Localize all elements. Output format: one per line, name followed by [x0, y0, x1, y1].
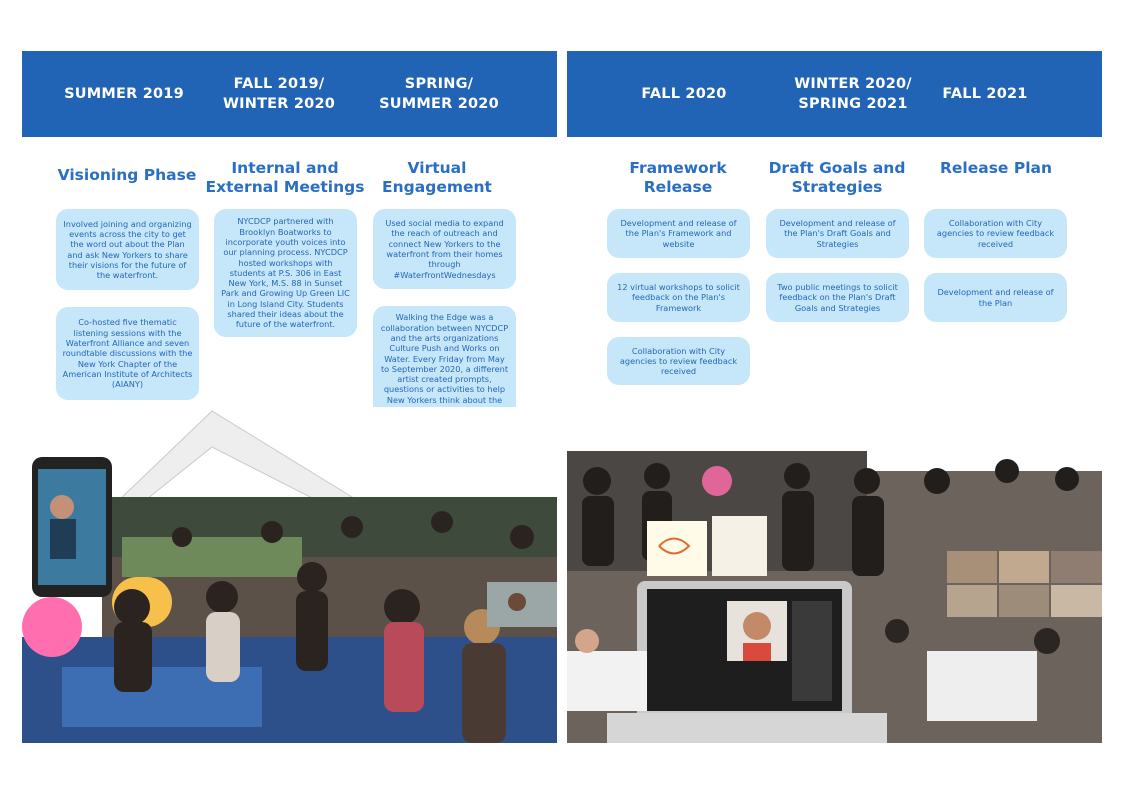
- phase-heading: Framework Release: [629, 159, 727, 196]
- phase-heading: Virtual Engagement: [382, 159, 492, 196]
- timeline-note: NYCDCP partnered with Brooklyn Boatworks to incorporate youth voices into our planning process. NYCDCP hosted workshops with students at P.S. 306 in East New York, M.S. 88 in Sunset Park and Growing Up Green LIC in Long Island City. Students shared their ideas about the future of the waterfront.: [214, 209, 357, 337]
- timeline-note: Involved joining and organizing events across the city to get the word out about the Plan and ask New Yorkers to share their visions for the future of the waterfront.: [56, 209, 199, 290]
- timeline-note: 12 virtual workshops to solicit feedback on the Plan's Framework: [607, 273, 750, 322]
- season-label: FALL 2021: [942, 86, 1028, 102]
- season-label: FALL 2020: [641, 86, 727, 102]
- right-page: [567, 51, 1102, 743]
- phase-heading: Release Plan: [939, 159, 1053, 177]
- timeline-season-band: [22, 51, 557, 137]
- phase-heading: Draft Goals and Strategies: [768, 159, 906, 196]
- timeline-note: Development and release of the Plan's Draft Goals and Strategies: [766, 209, 909, 258]
- phase-heading: Visioning Phase: [57, 166, 197, 184]
- phase-heading: Internal and External Meetings: [205, 159, 365, 196]
- season-label: FALL 2019/ WINTER 2020: [222, 76, 336, 112]
- season-label: SUMMER 2019: [64, 86, 184, 102]
- community-event-photo-art: [22, 407, 557, 743]
- timeline-note: Used social media to expand the reach of outreach and connect New Yorkers to the waterfront from their homes through #WaterfrontWednesdays: [373, 209, 516, 289]
- timeline-note: Development and release of the Plan: [924, 273, 1067, 322]
- timeline-season-band: [567, 51, 1102, 137]
- season-label: WINTER 2020/ SPRING 2021: [794, 76, 912, 112]
- timeline-note: Two public meetings to solicit feedback on the Plan's Draft Goals and Strategies: [766, 273, 909, 322]
- timeline-note: Development and release of the Plan's Framework and website: [607, 209, 750, 258]
- left-page: [22, 51, 557, 743]
- timeline-note: Collaboration with City agencies to review feedback received: [924, 209, 1067, 258]
- workshop-photo-art: [567, 451, 1102, 743]
- timeline-note: Walking the Edge was a collaboration between NYCDCP and the arts organizations Culture Push and Works on Water. Every Friday from May to September 2020, a different artist created prompts, questions or activities to help New Yorkers think about the: [373, 306, 516, 432]
- season-label: SPRING/ SUMMER 2020: [379, 76, 499, 112]
- timeline-note: Co-hosted five thematic listening sessions with the Waterfront Alliance and seven roundtable discussions with the New York Chapter of the American Institute of Architects (AIANY): [56, 307, 199, 400]
- community-event-photo: [22, 407, 557, 743]
- workshop-photo: [567, 451, 1102, 743]
- timeline-note: Collaboration with City agencies to review feedback received: [607, 337, 750, 385]
